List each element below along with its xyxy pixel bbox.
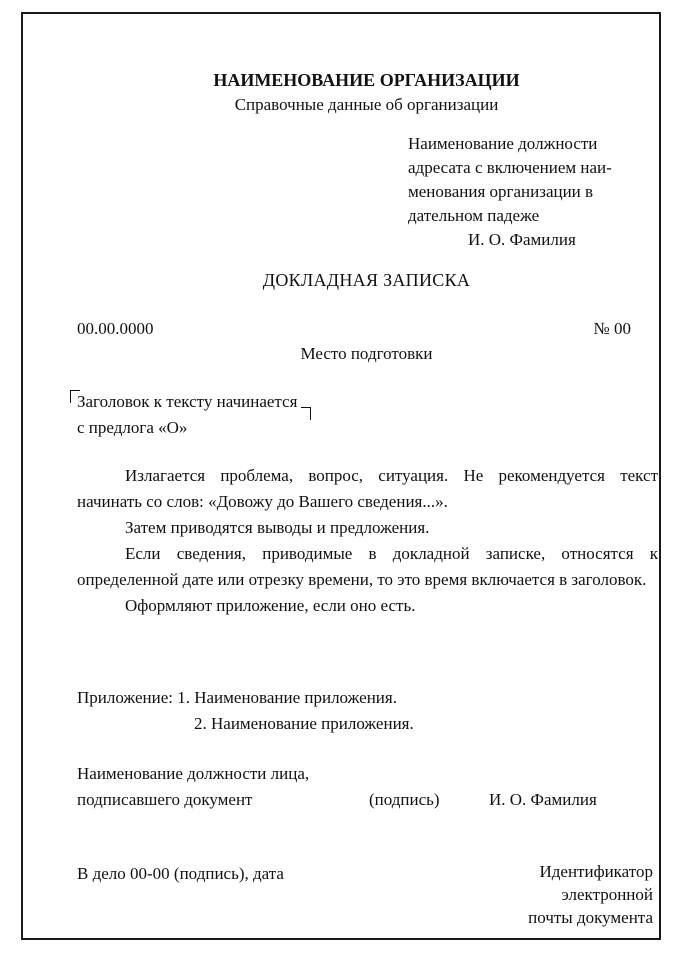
body-paragraph: Затем приводятся выводы и предложения. xyxy=(125,518,430,537)
body-paragraph: Излагается проблема, вопрос, ситуация. Не рекомендуется текст начинать со слов: «Довожу до Вашего сведения...». xyxy=(77,466,658,511)
corner-bracket-right-icon xyxy=(301,407,311,420)
signature-placeholder: (подпись) xyxy=(369,790,440,809)
heading-line xyxy=(77,390,297,416)
text-heading xyxy=(77,390,297,442)
attachment-item: 1. Наименование приложения. xyxy=(177,688,397,707)
organization-name: НАИМЕНОВАНИЕ ОРГАНИЗАЦИИ xyxy=(213,70,520,90)
signature-row xyxy=(77,788,637,814)
body-text xyxy=(77,463,658,619)
signer-name: И. О. Фамилия xyxy=(489,790,597,809)
attachment-item: 2. Наименование приложения. xyxy=(194,714,414,733)
addressee-name: И. О. Фамилия xyxy=(468,230,576,249)
signer-position-line: Наименование должности лица, xyxy=(77,764,310,783)
organization-info: Справочные данные об организации xyxy=(234,95,499,114)
email-identifier-line: почты документа xyxy=(528,908,653,927)
email-identifier xyxy=(433,860,653,929)
addressee-line: дательном падеже xyxy=(408,206,540,225)
heading-line-text: Заголовок к тексту начинается xyxy=(77,392,298,411)
addressee-block xyxy=(408,132,658,252)
document-date: 00.00.0000 xyxy=(77,319,154,338)
document-title: ДОКЛАДНАЯ ЗАПИСКА xyxy=(262,270,471,290)
attachment-row xyxy=(77,686,414,712)
addressee-line: менования организации в xyxy=(408,182,594,201)
email-identifier-line: Идентификатор xyxy=(539,862,653,881)
attachments-block xyxy=(77,686,414,738)
body-paragraph: Если сведения, приводимые в докладной записке, относятся к определенной дате или отрезку времени, то это время включается в заголовок. xyxy=(77,544,658,589)
signer-position-line: подписавшего документ xyxy=(77,790,253,809)
body-paragraph: Оформляют приложение, если оно есть. xyxy=(125,596,416,615)
email-identifier-line: электронной xyxy=(561,885,653,904)
document-place: Место подготовки xyxy=(300,344,433,363)
signature-block xyxy=(77,762,637,814)
addressee-line: адресата с включением наи- xyxy=(408,158,612,177)
corner-bracket-left-icon xyxy=(70,390,80,403)
document-number: № 00 xyxy=(593,319,631,338)
heading-line: с предлога «О» xyxy=(77,418,188,437)
addressee-line: Наименование должности xyxy=(408,134,598,153)
file-note: В дело 00-00 (подпись), дата xyxy=(77,864,284,883)
attachments-label: Приложение: xyxy=(77,688,173,707)
